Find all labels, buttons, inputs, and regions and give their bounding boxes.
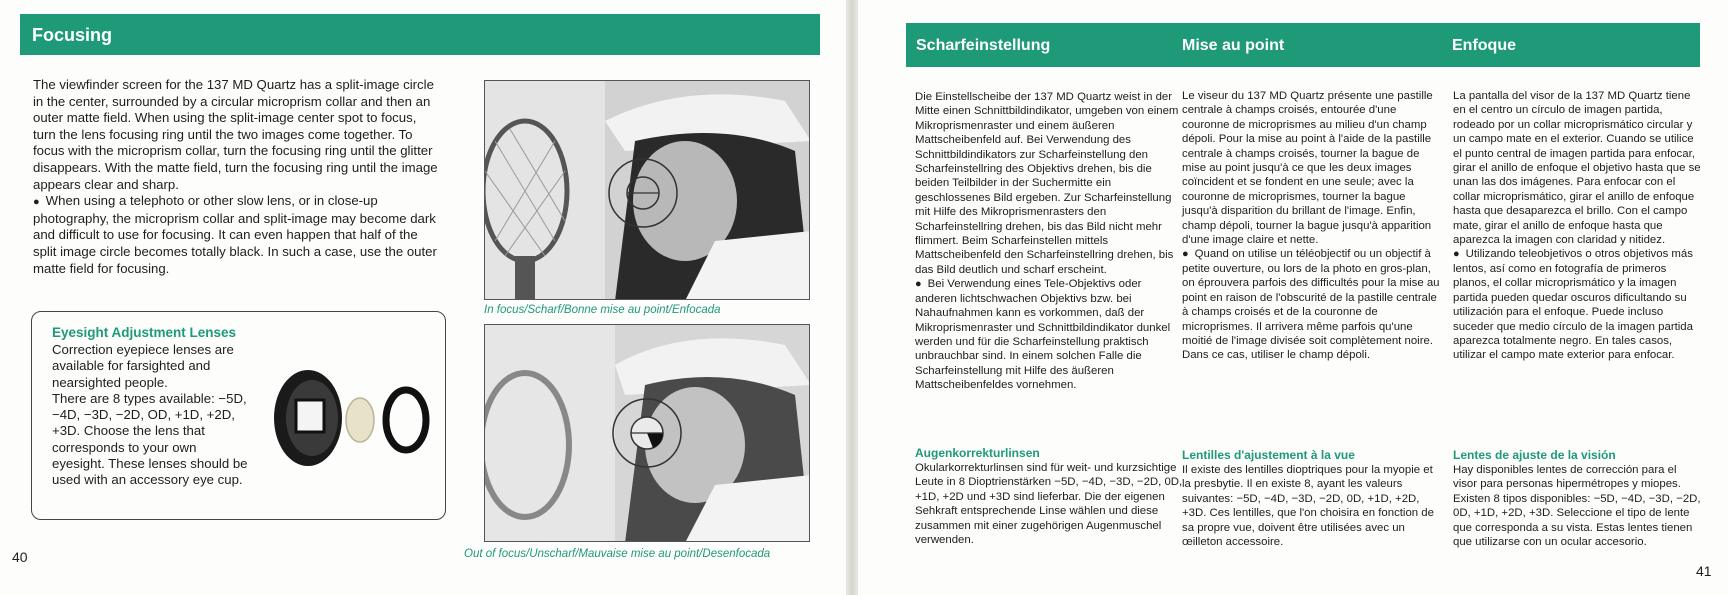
english-body xyxy=(33,77,439,277)
page-number-right: 41 xyxy=(1696,563,1712,579)
german-paragraph-2 xyxy=(915,277,1183,392)
german-paragraph-2-text: Bei Verwendung eines Tele-Objektivs oder anderen lichtschwachen Objektivs bzw. bei Nahaufnahmen kann es vorkommen, daß der Mikroprismenraster und Schnittbildindikator dunkel werden und für die Scharfeinstellung praktisch unbrauchbar sind. In einem solchen Falle die Scharfeinstellung mit Hilfe des äußeren Mattscheibenfeldes vornehmen. xyxy=(915,278,1171,392)
german-subtext: Okularkorrekturlinsen sind für weit- und kurzsichtige Leute in 8 Dioptrienstärken −5D, −4D, −3D, −2D, 0D, +1D, +2D und +3D sind lieferbar. Die der eigenen Sehkraft entsprechende Linse wählen und diese zusammen mit einer zugehörigen Augenmuschel verwenden. xyxy=(915,462,1183,547)
spanish-title: Enfoque xyxy=(1452,37,1516,54)
eyesight-text-1: Correction eyepiece lenses are available for farsighted and nearsighted people. xyxy=(52,342,234,390)
german-paragraph-1: Die Einstellscheibe der 137 MD Quartz weist in der Mitte einen Schnittbildindikator, umgeben von einem Mikroprismenraster und einem äußeren Mattscheibenfeld auf. Bei Verwendung des Schnittbildindikators zur Scharfeinstellung den Scharfeinstellring des Objektivs drehen, bis die beiden Teilbilder in der Suchermitte ein geschlossenes Bild ergeben. Zur Scharfeinstellung mit Hilfe des Mikroprismenrasters den Scharfeinstellring drehen, bis das Bild nicht mehr flimmert. Beim Scharfeinstellen mittels Mattscheibenfeld den Scharfeinstellring drehen, bis das Bild deutlich und scharf erscheint. xyxy=(915,91,1179,276)
in-focus-image xyxy=(485,81,810,300)
french-subtitle: Lentilles d'ajustement à la vue xyxy=(1182,448,1355,462)
in-focus-photo xyxy=(484,80,810,300)
page-number-left: 40 xyxy=(12,549,28,565)
eyesight-box-title: Eyesight Adjustment Lenses xyxy=(52,325,237,340)
eyesight-text-2: There are 8 types available: −5D, −4D, −3D, −2D, OD, +1D, +2D, +3D. Choose the lens that corresponds to your own eyesight. These lenses should be used with an accessory eye cup. xyxy=(52,390,248,488)
spanish-paragraph-1: La pantalla del visor de la 137 MD Quartz tiene en el centro un círculo de imagen partida, rodeado por un collar microprismático circular y un campo mate en el exterior. Cuando se utilice el punto central de imagen partida para enfocar, girar el anillo de enfoque el objetivo hasta que se unan las dos imágenes. Para enfocar con el collar microprismático, girar el anillo de enfoque hasta que desaparezca el brillo. Con el campo mate, girar el anillo de enfoque hasta que aparezca la imagen con claridad y nitidez. xyxy=(1453,90,1701,247)
german-eyepiece-section xyxy=(915,446,1183,547)
in-focus-caption: In focus/Scharf/Bonne mise au point/Enfocada xyxy=(484,304,721,316)
eyesight-box-text xyxy=(52,342,248,489)
french-column xyxy=(1182,89,1444,363)
german-title: Scharfeinstellung xyxy=(916,37,1051,54)
spanish-eyepiece-section xyxy=(1453,448,1703,549)
french-paragraph-1: Le viseur du 137 MD Quartz présente une pastille centrale à champs croisés, entourée d'une couronne de microprismes au milieu d'un champ dépoli. Pour la mise au point à l'aide de la pastille centrale à champs croisés, tourner la bague de mise au point jusqu'à ce que les deux images coïncident et se fondent en une seule; avec la couronne de microprismes, tourner la bague jusqu'à disparition du brillant de l'image. Enfin, champ dépoli, tourner la bague jusqu'à apparition d'une image claire et nette. xyxy=(1182,90,1433,247)
spanish-paragraph-2 xyxy=(1453,247,1701,362)
focusing-title: Focusing xyxy=(32,25,112,45)
page-gutter xyxy=(846,0,858,595)
french-subtext: Il existe des lentilles dioptriques pour la myopie et la presbytie. Il en existe 8, ayant les valeurs suivantes: −5D, −4D, −3D, −2D, 0D, +1D, +2D, +3D. Ces lentilles, que l'on choisira en fonction de sa propre vue, doivent être utilisées avec un œilleton accessoire. xyxy=(1182,464,1434,549)
french-eyepiece-section xyxy=(1182,448,1444,549)
out-of-focus-caption: Out of focus/Unscharf/Mauvaise mise au point/Desenfocada xyxy=(464,548,771,560)
german-subtitle: Augenkorrekturlinsen xyxy=(915,446,1040,460)
spanish-subtitle: Lentes de ajuste de la visión xyxy=(1453,448,1616,462)
english-paragraph-2 xyxy=(33,193,439,277)
spanish-column xyxy=(1453,89,1701,363)
focusing-header-band xyxy=(20,14,820,55)
eyesight-adjustment-box xyxy=(31,311,446,520)
eyepiece-lens-illustration xyxy=(268,362,438,472)
spanish-subtext: Hay disponibles lentes de corrección para el visor para personas hipermétropes y miopes. Existen 8 tipos disponibles: −5D, −4D, −3D, −2D, 0D, +1D, +2D, +3D. Seleccione el tipo de lente que corresponda a su vista. Estas lentes tienen que utilizarse con un ocular accesorio. xyxy=(1453,464,1701,549)
german-column xyxy=(915,90,1183,393)
out-of-focus-photo xyxy=(484,324,810,542)
french-paragraph-2 xyxy=(1182,247,1444,362)
out-of-focus-image xyxy=(485,325,810,542)
spanish-paragraph-2-text: Utilizando teleobjetivos o otros objetivos más lentos, así como en fotografía de primeros planos, el collar microprismático y la imagen partida pueden quedar oscuros dificultando su utilización para el enfoque. Puede incluso suceder que medio círculo de la imagen partida aparezca totalmente negro. En tales casos, utilizar el campo mate exterior para enfocar. xyxy=(1453,248,1693,362)
english-paragraph-2-text: When using a telephoto or other slow lens, or in close-up photography, the microprism collar and split-image may become dark and difficult to use for focusing. It can even happen that half of the split image circle becomes totally black. In such a case, use the outer matte field for focusing. xyxy=(33,193,437,276)
english-paragraph-1: The viewfinder screen for the 137 MD Quartz has a split-image circle in the center, surrounded by a circular microprism collar and then an outer matte field. When using the split-image center spot to focus, turn the lens focusing ring until the two images come together. To focus with the microprism collar, turn the focusing ring until the glitter disappears. With the matte field, turn the focusing ring until the image appears clear and sharp. xyxy=(33,77,438,192)
french-title: Mise au point xyxy=(1182,37,1285,54)
multilingual-header-band xyxy=(906,23,1700,67)
french-paragraph-2-text: Quand on utilise un téléobjectif ou un objectif à petite ouverture, ou lors de la photo en gros-plan, on éprouvera parfois des difficultés pour la mise au point en raison de l'obscurité de la pastille centrale à champs croisés et de la couronne de microprismes. Il arrivera même parfois qu'une moitié de l'image divisée soit complètement noire. Dans ce cas, utiliser le champ dépoli. xyxy=(1182,248,1440,362)
